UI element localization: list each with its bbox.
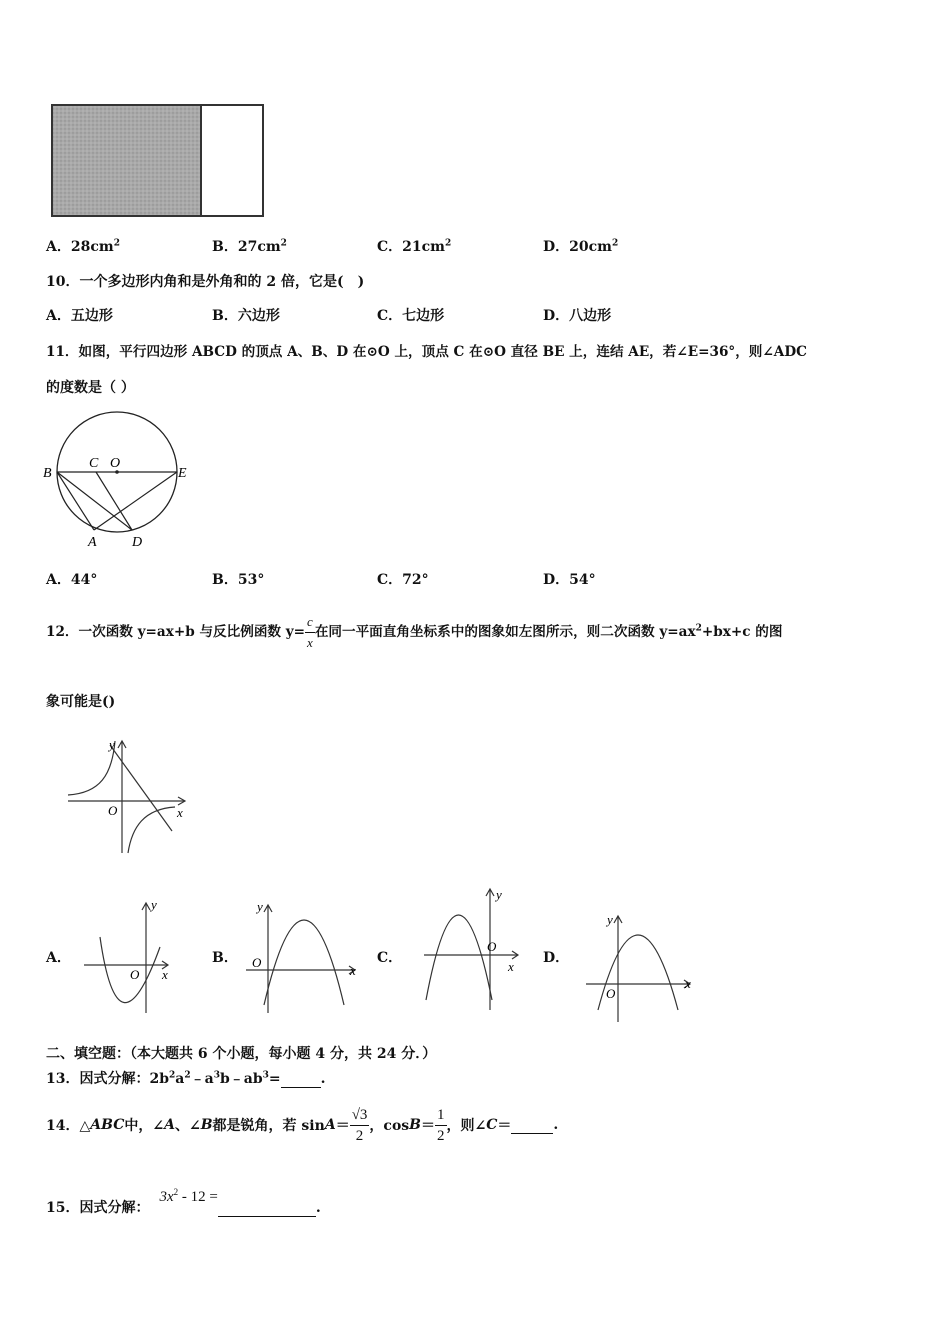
q10-text: 10．一个多边形内角和是外角和的 2 倍，它是( ) <box>46 274 365 290</box>
q12-text-line2: 象可能是() <box>46 694 116 710</box>
q12-option-b-graph <box>240 895 370 1020</box>
svg-text:x: x <box>177 805 183 820</box>
segment-ba <box>57 472 94 530</box>
q12-option-a-label: A． <box>46 950 71 966</box>
label-o: O <box>110 456 121 471</box>
svg-text:O: O <box>108 803 118 818</box>
q11-option-c: C．72° <box>377 572 429 588</box>
q12-text-line1: 12．一次函数 y=ax+b 与反比例函数 y= $\frac{c}{x}$ 在同一平面直角坐标系中的图象如左图所示，则二次函数 $y=ax^2+bx+c$ 的图 <box>46 612 782 653</box>
svg-text:O: O <box>252 955 262 970</box>
q11-option-a: A．44° <box>46 572 98 588</box>
q11-circle-figure <box>40 405 200 553</box>
svg-text:y: y <box>109 737 115 752</box>
q15-expression: $3x^2 - 12$ = <box>159 1187 218 1205</box>
q12-option-b-label: B． <box>212 950 238 966</box>
svg-text:x: x <box>162 967 168 982</box>
q15-text: 15．因式分解：$3x^2 - 12$ = . <box>46 1187 321 1216</box>
q9-option-c: C．$21cm^2$ <box>377 238 452 255</box>
q9-option-d: D．$20cm^2$ <box>543 238 619 255</box>
svg-text:y: y <box>151 897 157 912</box>
unshaded-region <box>201 105 263 216</box>
q9-option-a: A．$28cm^2$ <box>46 238 120 255</box>
svg-text:O: O <box>130 967 140 982</box>
q11-text-line1: 11．如图，平行四边形 ABCD 的顶点 A、B、D 在⊙O 上，顶点 C 在⊙O 直径 BE 上，连结 AE，若∠E=36°，则∠ADC <box>46 344 807 360</box>
q10-option-d: D．八边形 <box>543 308 612 324</box>
q9-rectangle-figure <box>48 100 273 222</box>
segment-ae <box>94 472 177 530</box>
q12-fraction: $\frac{c}{x}$ <box>307 614 313 650</box>
q11-text-line2: 的度数是（ ） <box>46 380 135 396</box>
q13-text: 13．因式分解：$2b^2a^2﹣a^3b﹣ab^3=$ . <box>46 1070 326 1087</box>
segment-cd <box>96 472 132 530</box>
label-c: C <box>89 456 99 471</box>
q9-option-b: B．$27cm^2$ <box>212 238 287 255</box>
q12-option-c-graph <box>420 885 535 1015</box>
svg-text:y: y <box>496 887 502 902</box>
parabola-b <box>264 920 344 1005</box>
svg-text:y: y <box>257 899 263 914</box>
parabola-c <box>426 915 492 1000</box>
q14-text: 14．△ ABC 中，∠ A 、∠ B 都是锐角，若 sin A ＝ $\frac{√3}{2}$ ，cos B ＝ $\frac{1}{2}$ ，则∠ C ＝ . <box>46 1106 559 1144</box>
hyperbola-left <box>68 741 115 795</box>
sin-fraction: $\frac{√3}{2}$ <box>351 1106 368 1144</box>
q12-option-d-label: D． <box>543 950 570 966</box>
q10-option-b: B．六边形 <box>212 308 280 324</box>
segment-bd <box>57 472 132 530</box>
svg-text:x: x <box>508 959 514 974</box>
shaded-region <box>52 105 201 216</box>
cos-fraction: $\frac{1}{2}$ <box>437 1106 445 1144</box>
line-ax-b <box>110 745 172 831</box>
svg-text:x: x <box>685 976 691 991</box>
hyperbola-right <box>128 807 175 853</box>
svg-text:O: O <box>487 939 497 954</box>
svg-text:y: y <box>607 912 613 927</box>
q11-option-b: B．53° <box>212 572 265 588</box>
label-e: E <box>178 466 187 481</box>
svg-text:O: O <box>606 986 616 1001</box>
q12-option-c-label: C． <box>377 950 403 966</box>
q12-option-a-graph <box>80 895 180 1020</box>
q13-answer-blank[interactable] <box>281 1071 321 1088</box>
svg-text:x: x <box>350 963 356 978</box>
q10-option-c: C．七边形 <box>377 308 445 324</box>
q11-option-d: D．54° <box>543 572 596 588</box>
q14-answer-blank[interactable] <box>511 1117 553 1134</box>
q12-main-graph <box>60 735 200 860</box>
q12-option-d-graph <box>580 910 705 1025</box>
q10-option-a: A．五边形 <box>46 308 113 324</box>
label-a: A <box>88 535 97 550</box>
label-b: B <box>43 466 52 481</box>
section-2-title: 二、填空题：（本大题共 6 个小题，每小题 4 分，共 24 分．） <box>46 1046 437 1062</box>
q15-answer-blank[interactable] <box>218 1200 316 1217</box>
label-d: D <box>132 535 143 550</box>
